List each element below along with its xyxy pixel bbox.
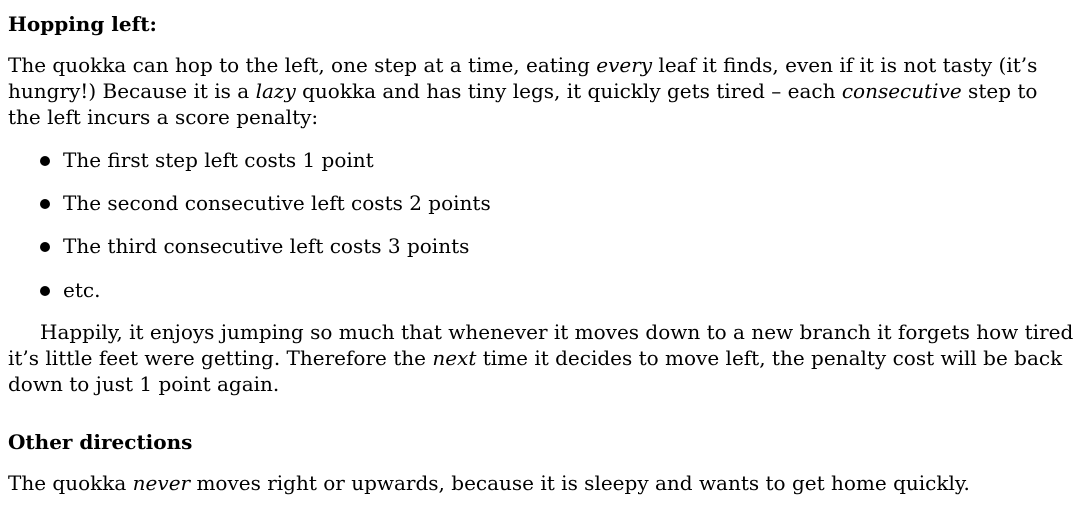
bullet-icon bbox=[40, 156, 50, 166]
emphasis-next: next bbox=[432, 346, 477, 370]
text-span: it’s little feet were getting. Therefore the bbox=[8, 346, 433, 370]
list-item-text: The first step left costs 1 point bbox=[63, 148, 374, 172]
paragraph-line bbox=[8, 52, 1038, 78]
text-span: The quokka can hop to the left, one step at a time, eating bbox=[8, 53, 597, 77]
text-span: leaf it finds, even if it is not tasty (it’s bbox=[652, 53, 1038, 77]
emphasis-every: every bbox=[596, 53, 653, 77]
paragraph-line: Happily, it enjoys jumping so much that whenever it moves down to a new branch it forgets how tired bbox=[40, 320, 1073, 344]
bullet-icon bbox=[40, 242, 50, 252]
bullet-icon bbox=[40, 199, 50, 209]
emphasis-consecutive: consecutive bbox=[841, 79, 962, 103]
bullet-icon bbox=[40, 286, 50, 296]
text-span: quokka and has tiny legs, it quickly gets tired – each bbox=[295, 79, 842, 103]
text-span: step to bbox=[961, 79, 1038, 103]
paragraph-line bbox=[8, 345, 1063, 371]
paragraph-line: the left incurs a score penalty: bbox=[8, 105, 319, 129]
text-span: moves right or upwards, because it is sleepy and wants to get home quickly. bbox=[190, 471, 970, 495]
list-item-text: etc. bbox=[63, 278, 101, 302]
paragraph-line bbox=[8, 78, 1038, 104]
paragraph-line bbox=[8, 470, 1016, 496]
list-item-text: The second consecutive left costs 2 points bbox=[63, 191, 491, 215]
text-span: time it decides to move left, the penalty cost will be back bbox=[476, 346, 1063, 370]
list-item-text: The third consecutive left costs 3 points bbox=[63, 234, 470, 258]
section-heading-other-directions: Other directions bbox=[8, 430, 193, 454]
text-span: The quokka bbox=[8, 471, 133, 495]
section-heading-hopping-left: Hopping left: bbox=[8, 12, 157, 36]
text-span: hungry!) Because it is a bbox=[8, 79, 256, 103]
paragraph-line: down to just 1 point again. bbox=[8, 372, 280, 396]
emphasis-lazy: lazy bbox=[255, 79, 296, 103]
emphasis-never: never bbox=[132, 471, 191, 495]
